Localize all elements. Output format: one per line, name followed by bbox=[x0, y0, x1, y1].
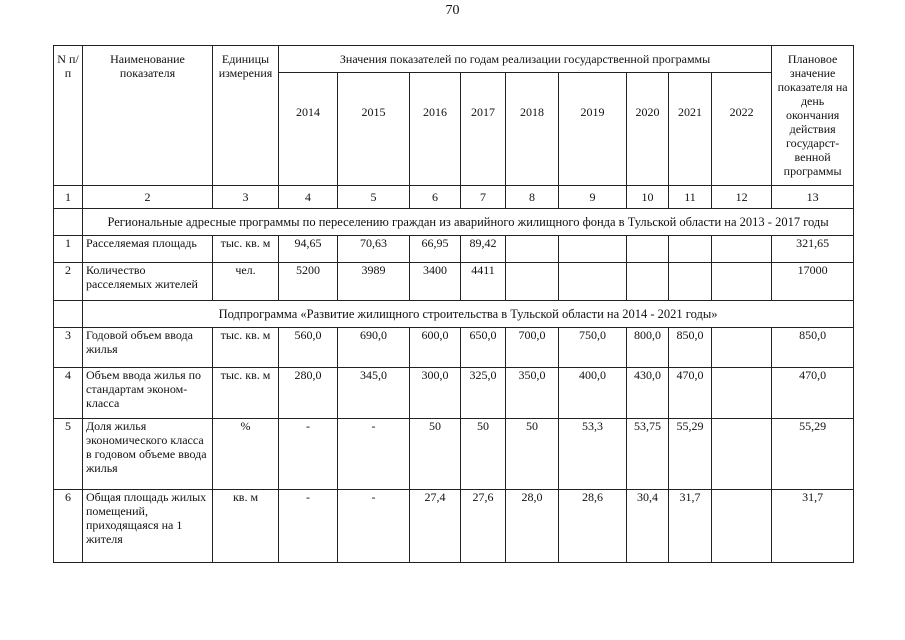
header-year: 2015 bbox=[338, 73, 410, 186]
indicator-value: 70,63 bbox=[338, 236, 410, 263]
column-number: 6 bbox=[410, 186, 461, 209]
indicator-value bbox=[712, 490, 772, 563]
indicator-value: 325,0 bbox=[461, 368, 506, 419]
indicator-value bbox=[559, 263, 627, 301]
indicator-value: 470,0 bbox=[669, 368, 712, 419]
indicator-value: 345,0 bbox=[338, 368, 410, 419]
indicator-value: 50 bbox=[461, 419, 506, 490]
indicator-value: 4411 bbox=[461, 263, 506, 301]
indicator-value: 800,0 bbox=[627, 328, 669, 368]
indicator-name: Доля жилья экономического класса в годовом объеме ввода жилья bbox=[83, 419, 213, 490]
header-year: 2016 bbox=[410, 73, 461, 186]
indicator-value: 66,95 bbox=[410, 236, 461, 263]
row-number: 6 bbox=[54, 490, 83, 563]
indicator-value: 55,29 bbox=[669, 419, 712, 490]
section-row bbox=[54, 209, 854, 236]
indicator-value: 27,6 bbox=[461, 490, 506, 563]
indicator-value: 27,4 bbox=[410, 490, 461, 563]
column-number: 2 bbox=[83, 186, 213, 209]
column-number: 10 bbox=[627, 186, 669, 209]
header-num: N п/п bbox=[54, 46, 83, 186]
header-year: 2021 bbox=[669, 73, 712, 186]
indicator-value: 850,0 bbox=[669, 328, 712, 368]
indicator-value: 50 bbox=[506, 419, 559, 490]
indicator-value bbox=[627, 236, 669, 263]
indicator-value: 53,3 bbox=[559, 419, 627, 490]
section-title: Региональные адресные программы по переселению граждан из аварийного жилищного фонда в Тульской области на 2013 - 2017 годы bbox=[83, 209, 854, 236]
section-title: Подпрограмма «Развитие жилищного строительства в Тульской области на 2014 - 2021 годы» bbox=[83, 301, 854, 328]
indicator-value: 690,0 bbox=[338, 328, 410, 368]
indicator-value: 28,0 bbox=[506, 490, 559, 563]
indicator-name: Годовой объем ввода жилья bbox=[83, 328, 213, 368]
indicator-unit: тыс. кв. м bbox=[213, 368, 279, 419]
indicator-value bbox=[712, 368, 772, 419]
indicator-value: - bbox=[279, 490, 338, 563]
column-number: 13 bbox=[772, 186, 854, 209]
indicator-value: 89,42 bbox=[461, 236, 506, 263]
header-year: 2019 bbox=[559, 73, 627, 186]
indicator-value: 94,65 bbox=[279, 236, 338, 263]
indicator-value: - bbox=[338, 419, 410, 490]
header-year: 2020 bbox=[627, 73, 669, 186]
column-number: 4 bbox=[279, 186, 338, 209]
row-number: 4 bbox=[54, 368, 83, 419]
indicator-value bbox=[506, 236, 559, 263]
planned-value: 321,65 bbox=[772, 236, 854, 263]
planned-value: 470,0 bbox=[772, 368, 854, 419]
indicator-value: 3989 bbox=[338, 263, 410, 301]
indicator-value: 750,0 bbox=[559, 328, 627, 368]
column-number: 1 bbox=[54, 186, 83, 209]
indicator-value: 3400 bbox=[410, 263, 461, 301]
column-number: 7 bbox=[461, 186, 506, 209]
indicator-value: - bbox=[279, 419, 338, 490]
indicator-name: Расселяемая площадь bbox=[83, 236, 213, 263]
indicator-value bbox=[506, 263, 559, 301]
column-number: 9 bbox=[559, 186, 627, 209]
indicator-value: 280,0 bbox=[279, 368, 338, 419]
indicator-value: 30,4 bbox=[627, 490, 669, 563]
header-year: 2014 bbox=[279, 73, 338, 186]
indicator-value: 53,75 bbox=[627, 419, 669, 490]
indicator-value: 350,0 bbox=[506, 368, 559, 419]
header-values-group: Значения показателей по годам реализации государственной программы bbox=[279, 46, 772, 73]
indicator-value: 400,0 bbox=[559, 368, 627, 419]
indicator-name: Объем ввода жилья по стандартам эконом-класса bbox=[83, 368, 213, 419]
table-row bbox=[54, 368, 854, 419]
indicator-value bbox=[712, 263, 772, 301]
table-row bbox=[54, 236, 854, 263]
header-name: Наименование показателя bbox=[83, 46, 213, 186]
planned-value: 17000 bbox=[772, 263, 854, 301]
indicator-value: 430,0 bbox=[627, 368, 669, 419]
indicator-name: Количество расселяемых жителей bbox=[83, 263, 213, 301]
section-spacer bbox=[54, 301, 83, 328]
header-year: 2017 bbox=[461, 73, 506, 186]
column-number: 11 bbox=[669, 186, 712, 209]
indicator-value bbox=[669, 236, 712, 263]
column-number: 5 bbox=[338, 186, 410, 209]
column-numbers-row bbox=[54, 186, 854, 209]
page-number: 70 bbox=[445, 3, 460, 18]
section-row bbox=[54, 301, 854, 328]
column-number: 12 bbox=[712, 186, 772, 209]
indicator-value: 28,6 bbox=[559, 490, 627, 563]
indicator-value: 650,0 bbox=[461, 328, 506, 368]
column-number: 8 bbox=[506, 186, 559, 209]
indicator-unit: чел. bbox=[213, 263, 279, 301]
indicators-table bbox=[53, 45, 854, 563]
indicator-value: 5200 bbox=[279, 263, 338, 301]
column-number: 3 bbox=[213, 186, 279, 209]
row-number: 3 bbox=[54, 328, 83, 368]
indicator-unit: тыс. кв. м bbox=[213, 328, 279, 368]
indicator-value bbox=[559, 236, 627, 263]
indicator-value: - bbox=[338, 490, 410, 563]
indicator-value: 31,7 bbox=[669, 490, 712, 563]
row-number: 1 bbox=[54, 236, 83, 263]
table-row bbox=[54, 490, 854, 563]
indicator-value bbox=[712, 328, 772, 368]
header-year: 2018 bbox=[506, 73, 559, 186]
header-unit: Единицы измерения bbox=[213, 46, 279, 186]
indicator-unit: % bbox=[213, 419, 279, 490]
indicator-value: 300,0 bbox=[410, 368, 461, 419]
indicator-value bbox=[669, 263, 712, 301]
row-number: 2 bbox=[54, 263, 83, 301]
indicator-value: 560,0 bbox=[279, 328, 338, 368]
table-row bbox=[54, 263, 854, 301]
indicator-value bbox=[627, 263, 669, 301]
indicator-value: 50 bbox=[410, 419, 461, 490]
indicator-value bbox=[712, 419, 772, 490]
header-row bbox=[54, 46, 854, 73]
table-body bbox=[54, 186, 854, 563]
section-spacer bbox=[54, 209, 83, 236]
indicator-unit: кв. м bbox=[213, 490, 279, 563]
header-planned: Плановое значение показателя на день окончания действия государст-венной программы bbox=[772, 46, 854, 186]
row-number: 5 bbox=[54, 419, 83, 490]
table-row bbox=[54, 419, 854, 490]
indicator-unit: тыс. кв. м bbox=[213, 236, 279, 263]
table-row bbox=[54, 328, 854, 368]
header-year: 2022 bbox=[712, 73, 772, 186]
planned-value: 850,0 bbox=[772, 328, 854, 368]
indicator-value: 600,0 bbox=[410, 328, 461, 368]
indicator-name: Общая площадь жилых помещений, приходящаяся на 1 жителя bbox=[83, 490, 213, 563]
planned-value: 55,29 bbox=[772, 419, 854, 490]
indicator-value: 700,0 bbox=[506, 328, 559, 368]
indicator-value bbox=[712, 236, 772, 263]
planned-value: 31,7 bbox=[772, 490, 854, 563]
